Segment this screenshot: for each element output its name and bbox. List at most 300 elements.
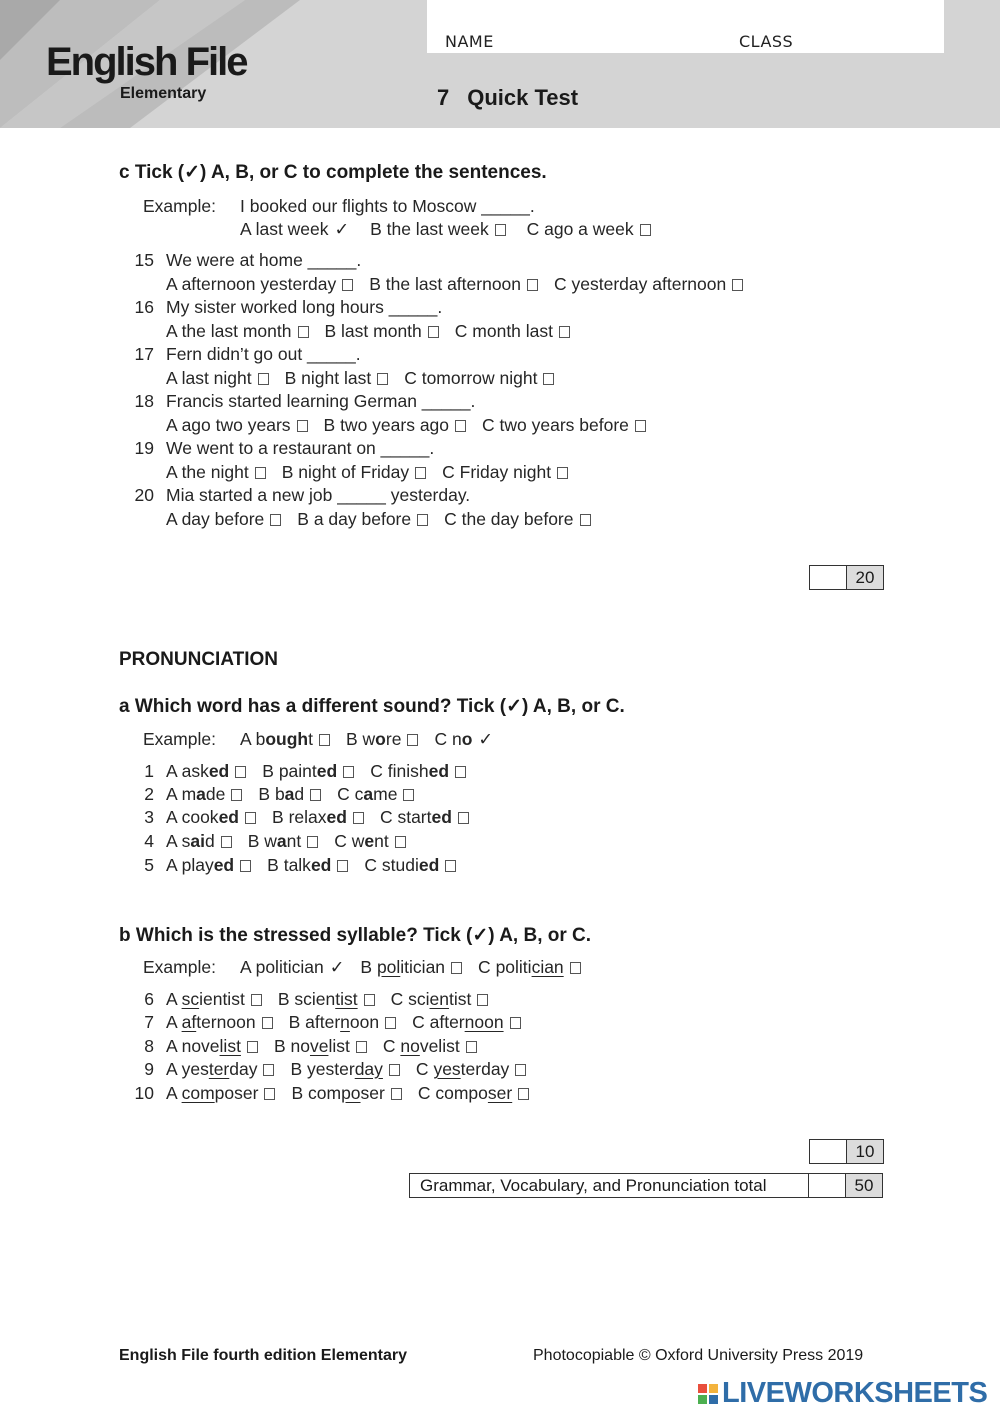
word-part: nt xyxy=(374,831,389,851)
answer-options xyxy=(166,415,662,436)
option-letter: A xyxy=(240,729,251,749)
highlighted-sound: a xyxy=(284,784,295,804)
option-letter: C xyxy=(364,855,378,875)
word-part: de xyxy=(205,784,226,804)
checkbox[interactable] xyxy=(466,1041,477,1053)
checkbox[interactable] xyxy=(415,467,426,479)
logo-subtitle: Elementary xyxy=(120,85,207,102)
word-part: s xyxy=(181,831,191,851)
checkbox[interactable] xyxy=(458,812,469,824)
word-part: scien xyxy=(294,989,336,1009)
example-label: Example: xyxy=(143,957,216,977)
option-letter: C xyxy=(379,807,393,827)
option-letter: A xyxy=(166,807,177,827)
answer-option[interactable] xyxy=(274,1036,367,1056)
checkbox[interactable] xyxy=(428,326,439,338)
stress-item-row xyxy=(124,1012,537,1033)
option-letter: C xyxy=(337,784,350,804)
checkbox[interactable] xyxy=(635,420,646,432)
checkbox[interactable] xyxy=(264,1088,275,1100)
option-letter: B xyxy=(277,989,290,1009)
answer-option[interactable] xyxy=(412,1012,520,1032)
option-letter: C xyxy=(370,761,383,781)
question-sentence: We were at home _____. xyxy=(166,250,362,270)
item-number: 3 xyxy=(144,807,154,827)
word-part: velist xyxy=(419,1036,460,1056)
option-letter: B xyxy=(291,1083,304,1103)
answer-option[interactable] xyxy=(442,462,568,482)
checkbox[interactable] xyxy=(527,279,538,291)
answer-option[interactable] xyxy=(404,368,554,388)
checkbox[interactable] xyxy=(377,373,388,385)
answer-option[interactable] xyxy=(324,415,466,435)
footer-edition: English File fourth edition Elementary xyxy=(119,1347,408,1364)
word-part: w xyxy=(351,831,365,851)
word-part: list xyxy=(328,1036,350,1056)
checkbox[interactable] xyxy=(417,514,428,526)
answer-option[interactable] xyxy=(166,415,308,435)
option-letter: A xyxy=(166,1012,177,1032)
checkbox[interactable] xyxy=(353,812,364,824)
answer-option[interactable] xyxy=(248,831,319,851)
item-number: 4 xyxy=(144,831,154,851)
name-class-box[interactable] xyxy=(427,0,944,53)
question-sentence: My sister worked long hours _____. xyxy=(166,297,443,317)
answer-option[interactable] xyxy=(166,462,266,482)
option-letter: B xyxy=(272,807,284,827)
answer-option[interactable] xyxy=(554,274,743,294)
answer-option[interactable] xyxy=(240,729,330,749)
word-part: n xyxy=(451,729,462,749)
example-option-a: A last week xyxy=(240,219,329,239)
checkbox[interactable] xyxy=(310,789,321,801)
word-part: me xyxy=(373,784,398,804)
answer-option[interactable] xyxy=(240,957,344,977)
item-number: 6 xyxy=(144,989,154,1009)
question-sentence: Fern didn’t go out _____. xyxy=(166,344,361,364)
tick-icon: ✓ xyxy=(329,957,345,977)
checkbox[interactable] xyxy=(559,326,570,338)
option-letter: A xyxy=(166,989,177,1009)
answer-option[interactable] xyxy=(166,989,262,1009)
answer-option[interactable] xyxy=(360,957,462,977)
checkbox[interactable] xyxy=(403,789,414,801)
word-part: compo xyxy=(435,1083,488,1103)
answer-option[interactable] xyxy=(325,321,439,341)
option-text: B night last xyxy=(284,368,372,388)
answer-option[interactable] xyxy=(166,784,242,804)
checkbox[interactable] xyxy=(510,1017,521,1029)
word-part: re xyxy=(385,729,402,749)
question-row xyxy=(124,438,434,459)
answer-option[interactable] xyxy=(418,1083,529,1103)
answer-option[interactable] xyxy=(416,1059,526,1079)
answer-option[interactable] xyxy=(166,368,269,388)
answer-option[interactable] xyxy=(166,1036,258,1056)
word-part: yes xyxy=(181,1059,209,1079)
stressed-syllable: noon xyxy=(464,1012,504,1032)
checkbox[interactable] xyxy=(235,766,246,778)
stressed-syllable: no xyxy=(400,1036,420,1056)
checkbox[interactable] xyxy=(543,373,554,385)
answer-option[interactable] xyxy=(297,509,428,529)
total-score-box xyxy=(409,1173,883,1198)
word-part: ientist xyxy=(199,989,245,1009)
option-text: C month last xyxy=(454,321,554,341)
highlighted-sound: ai xyxy=(190,831,205,851)
stressed-syllable: day xyxy=(354,1059,383,1079)
checkbox[interactable] xyxy=(389,1064,400,1076)
tick-icon: ✓ xyxy=(478,729,494,749)
item-number: 7 xyxy=(144,1012,154,1032)
option-letter: C xyxy=(478,957,491,977)
answer-option[interactable] xyxy=(478,957,581,977)
answer-option[interactable] xyxy=(267,855,348,875)
checkbox[interactable] xyxy=(356,1041,367,1053)
answer-option[interactable] xyxy=(166,274,353,294)
sound-item-row xyxy=(124,855,472,876)
option-letter: C xyxy=(415,1059,429,1079)
answer-option[interactable] xyxy=(166,831,232,851)
answer-option[interactable] xyxy=(346,729,418,749)
question-number: 15 xyxy=(134,250,154,270)
sound-item-row xyxy=(124,807,485,828)
test-title-text: Quick Test xyxy=(467,85,579,110)
checkbox[interactable] xyxy=(343,766,354,778)
answer-option[interactable] xyxy=(278,989,375,1009)
word-part: after xyxy=(429,1012,465,1032)
checkbox[interactable] xyxy=(445,860,456,872)
checkbox[interactable] xyxy=(391,1088,402,1100)
option-text: A the night xyxy=(166,462,249,482)
pronunciation-title: PRONUNCIATION xyxy=(119,649,279,670)
item-number: 10 xyxy=(134,1083,154,1103)
answer-options xyxy=(166,368,570,389)
option-text: B last month xyxy=(324,321,422,341)
highlighted-sound: o xyxy=(461,729,473,749)
stressed-syllable: tist xyxy=(335,989,358,1009)
option-text: A afternoon yesterday xyxy=(166,274,337,294)
answer-option[interactable] xyxy=(166,855,251,875)
question-number: 19 xyxy=(134,438,154,458)
highlighted-sound: ed xyxy=(428,761,450,781)
answer-option[interactable] xyxy=(383,1036,477,1056)
checkbox[interactable] xyxy=(247,1041,258,1053)
answer-option[interactable] xyxy=(337,784,414,804)
option-letter: C xyxy=(412,1012,425,1032)
word-part: studi xyxy=(381,855,419,875)
option-letter: C xyxy=(390,989,404,1009)
word-part: b xyxy=(255,729,266,749)
question-row xyxy=(124,391,475,412)
word-part: nt xyxy=(286,831,302,851)
pronunciation-score-box xyxy=(809,1139,884,1164)
stressed-syllable: sc xyxy=(181,989,200,1009)
sound-item-row xyxy=(124,831,422,852)
option-letter: C xyxy=(417,1083,431,1103)
highlighted-sound: ed xyxy=(213,855,235,875)
answer-option[interactable] xyxy=(444,509,590,529)
answer-option[interactable] xyxy=(166,1059,274,1079)
highlighted-sound: ough xyxy=(265,729,309,749)
checkbox[interactable] xyxy=(451,962,462,974)
option-letter: A xyxy=(166,761,177,781)
answer-option[interactable] xyxy=(282,462,426,482)
answer-option[interactable] xyxy=(166,1083,275,1103)
answer-options xyxy=(166,321,586,342)
stress-item-row xyxy=(124,1083,545,1104)
checkbox[interactable] xyxy=(307,836,318,848)
liveworksheets-brand: LIVEWORKSHEETS xyxy=(722,1377,988,1409)
word-part: t xyxy=(308,729,313,749)
word-part: w xyxy=(362,729,376,749)
option-letter: C xyxy=(382,1036,396,1056)
option-text: A last night xyxy=(166,368,252,388)
example-option-c: C ago a week xyxy=(526,219,634,239)
option-letter: B xyxy=(267,855,279,875)
checkbox[interactable] xyxy=(455,420,466,432)
stressed-syllable: ter xyxy=(208,1059,230,1079)
checkbox[interactable] xyxy=(477,994,488,1006)
score-max: 20 xyxy=(847,566,883,589)
option-text: C tomorrow night xyxy=(404,368,538,388)
answer-option[interactable] xyxy=(391,989,489,1009)
word-part: m xyxy=(181,784,197,804)
option-text: C two years before xyxy=(482,415,629,435)
answer-option[interactable] xyxy=(289,1012,397,1032)
word-part: nove xyxy=(181,1036,220,1056)
checkbox[interactable] xyxy=(342,279,353,291)
checkbox[interactable] xyxy=(319,734,330,746)
option-text: A the last month xyxy=(166,321,292,341)
word-part: ser xyxy=(360,1083,385,1103)
question-number: 16 xyxy=(134,297,154,317)
test-number: 7 xyxy=(437,85,450,110)
score-input[interactable] xyxy=(810,1140,847,1163)
checkbox[interactable] xyxy=(580,514,591,526)
answer-option[interactable] xyxy=(455,321,570,341)
checkbox[interactable] xyxy=(557,467,568,479)
answer-option[interactable] xyxy=(166,1012,273,1032)
pronunciation-b-heading: b Which is the stressed syllable? Tick (✓) A, B, or C. xyxy=(119,925,592,946)
stressed-syllable: list xyxy=(219,1036,241,1056)
option-letter: B xyxy=(258,784,271,804)
stressed-syllable: com xyxy=(181,1083,215,1103)
stressed-syllable: ser xyxy=(487,1083,513,1103)
word-part: ternoon xyxy=(196,1012,256,1032)
pronunciation-b-example xyxy=(240,957,597,978)
header-band xyxy=(0,0,1000,128)
word-part: start xyxy=(397,807,432,827)
stress-item-row xyxy=(124,1059,542,1080)
checkbox[interactable] xyxy=(298,326,309,338)
word-part: politician xyxy=(255,957,324,977)
answer-option[interactable] xyxy=(434,729,493,749)
option-letter: A xyxy=(166,784,177,804)
checkbox[interactable] xyxy=(732,279,743,291)
checkbox[interactable] xyxy=(262,1017,273,1029)
word-part: yester xyxy=(307,1059,355,1079)
answer-option[interactable] xyxy=(285,368,389,388)
checkbox[interactable] xyxy=(263,1064,274,1076)
word-part: w xyxy=(264,831,277,851)
example-option-b: B the last week xyxy=(370,219,489,239)
answer-option[interactable] xyxy=(334,831,406,851)
checkbox[interactable] xyxy=(240,860,251,872)
stress-item-row xyxy=(124,1036,493,1057)
answer-option[interactable] xyxy=(364,855,456,875)
option-letter: B xyxy=(262,761,274,781)
checkbox[interactable] xyxy=(255,467,266,479)
word-part: terday xyxy=(460,1059,510,1079)
name-label: NAME xyxy=(445,32,494,51)
answer-option[interactable] xyxy=(370,761,466,781)
question-number: 18 xyxy=(134,391,154,411)
item-number: 5 xyxy=(144,855,154,875)
option-text: B night of Friday xyxy=(281,462,410,482)
option-letter: B xyxy=(273,1036,286,1056)
word-part: after xyxy=(305,1012,341,1032)
section-c-score-box xyxy=(809,565,884,590)
question-row xyxy=(124,250,361,271)
option-letter: A xyxy=(166,1083,177,1103)
word-part: relax xyxy=(288,807,327,827)
score-input[interactable] xyxy=(810,566,847,589)
checkbox[interactable] xyxy=(640,224,651,236)
answer-option[interactable] xyxy=(262,761,354,781)
option-letter: C xyxy=(434,729,448,749)
word-part: itician xyxy=(400,957,446,977)
checkbox[interactable] xyxy=(270,514,281,526)
item-number: 8 xyxy=(144,1036,154,1056)
total-score-input[interactable] xyxy=(809,1174,846,1197)
highlighted-sound: ed xyxy=(418,855,440,875)
option-text: C the day before xyxy=(444,509,574,529)
answer-option[interactable] xyxy=(166,509,281,529)
word-part: play xyxy=(181,855,214,875)
question-number: 17 xyxy=(134,344,154,364)
highlighted-sound: a xyxy=(363,784,374,804)
question-number: 20 xyxy=(134,485,154,505)
stressed-syllable: pol xyxy=(376,957,401,977)
option-text: B the last afternoon xyxy=(369,274,522,294)
answer-option[interactable] xyxy=(272,807,364,827)
stress-item-row xyxy=(124,989,504,1010)
checkbox[interactable] xyxy=(495,224,506,236)
option-letter: A xyxy=(166,1059,177,1079)
question-sentence: Mia started a new job _____ yesterday. xyxy=(166,485,471,505)
word-part: com xyxy=(308,1083,342,1103)
word-part: sci xyxy=(408,989,430,1009)
section-c-heading: c Tick (✓) A, B, or C to complete the sentences. xyxy=(119,162,547,183)
item-number: 1 xyxy=(144,761,154,781)
checkbox[interactable] xyxy=(455,766,466,778)
option-text: B a day before xyxy=(297,509,412,529)
option-letter: B xyxy=(288,1012,301,1032)
checkbox[interactable] xyxy=(297,420,308,432)
stressed-syllable: en xyxy=(429,989,449,1009)
stressed-syllable: yes xyxy=(433,1059,461,1079)
checkbox[interactable] xyxy=(395,836,406,848)
example-label: Example: xyxy=(143,196,216,216)
example-options xyxy=(240,219,667,240)
word-part: paint xyxy=(278,761,317,781)
answer-options xyxy=(166,509,607,530)
checkbox[interactable] xyxy=(221,836,232,848)
word-part: poser xyxy=(214,1083,259,1103)
class-label: CLASS xyxy=(739,32,794,51)
sound-item-row xyxy=(124,761,482,782)
option-text: C Friday night xyxy=(442,462,552,482)
highlighted-sound: e xyxy=(364,831,375,851)
option-letter: A xyxy=(166,1036,177,1056)
checkbox[interactable] xyxy=(518,1088,529,1100)
answer-option[interactable] xyxy=(291,1083,401,1103)
answer-option[interactable] xyxy=(290,1059,399,1079)
word-part: day xyxy=(229,1059,258,1079)
word-part: ask xyxy=(181,761,209,781)
word-part: oon xyxy=(349,1012,380,1032)
checkbox[interactable] xyxy=(570,962,581,974)
option-text: B two years ago xyxy=(323,415,450,435)
checkbox[interactable] xyxy=(364,994,375,1006)
stressed-syllable: cian xyxy=(531,957,564,977)
checkbox[interactable] xyxy=(258,373,269,385)
highlighted-sound: a xyxy=(276,831,287,851)
checkbox[interactable] xyxy=(337,860,348,872)
checkbox[interactable] xyxy=(251,994,262,1006)
total-max: 50 xyxy=(846,1174,882,1197)
checkbox[interactable] xyxy=(245,812,256,824)
stressed-syllable: ve xyxy=(309,1036,329,1056)
sound-item-row xyxy=(124,784,430,805)
word-part: politi xyxy=(495,957,532,977)
checkbox[interactable] xyxy=(385,1017,396,1029)
answer-options xyxy=(166,462,584,483)
answer-option[interactable] xyxy=(380,807,469,827)
answer-option[interactable] xyxy=(369,274,538,294)
answer-option[interactable] xyxy=(166,761,246,781)
answer-option[interactable] xyxy=(482,415,646,435)
question-row xyxy=(124,344,361,365)
option-letter: B xyxy=(290,1059,303,1079)
checkbox[interactable] xyxy=(407,734,418,746)
example-sentence: I booked our flights to Moscow _____. xyxy=(240,196,535,216)
highlighted-sound: ed xyxy=(208,761,230,781)
answer-option[interactable] xyxy=(166,321,309,341)
pronunciation-a-example xyxy=(240,729,509,750)
checkbox[interactable] xyxy=(231,789,242,801)
checkbox[interactable] xyxy=(515,1064,526,1076)
word-part: d xyxy=(294,784,305,804)
word-part: no xyxy=(290,1036,310,1056)
example-label: Example: xyxy=(143,729,216,749)
option-text: A ago two years xyxy=(166,415,291,435)
highlighted-sound: ed xyxy=(316,761,338,781)
answer-option[interactable] xyxy=(258,784,321,804)
option-letter: A xyxy=(166,831,177,851)
footer-copyright: Photocopiable © Oxford University Press 2019 xyxy=(533,1347,864,1364)
question-row xyxy=(124,297,442,318)
liveworksheets-blocks-icon xyxy=(698,1384,718,1404)
tick-icon: ✓ xyxy=(334,219,350,239)
score-max: 10 xyxy=(847,1140,883,1163)
option-text: C yesterday afternoon xyxy=(554,274,727,294)
answer-option[interactable] xyxy=(166,807,256,827)
highlighted-sound: ed xyxy=(218,807,239,827)
test-title xyxy=(437,85,578,111)
word-part: tist xyxy=(448,989,472,1009)
